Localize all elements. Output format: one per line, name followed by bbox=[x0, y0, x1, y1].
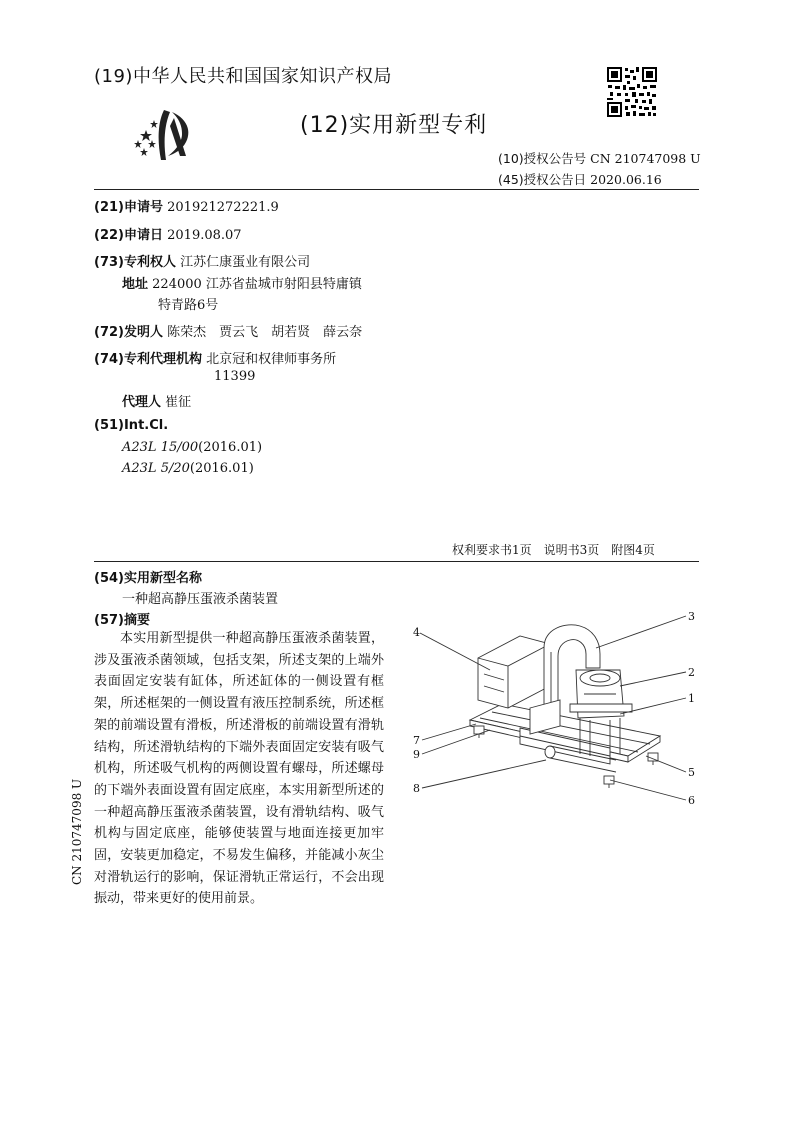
patentee bbox=[94, 251, 310, 270]
pub-date-label: (45)授权公告日 bbox=[498, 172, 587, 187]
callout-5: 5 bbox=[688, 766, 695, 779]
ipc1-version: (2016.01) bbox=[198, 440, 263, 455]
ipc-class-1 bbox=[122, 440, 262, 455]
patent-type: (12)实用新型专利 bbox=[300, 113, 488, 138]
ipc-class-2 bbox=[122, 461, 254, 476]
agency-code: 11399 bbox=[214, 369, 256, 384]
agency-value: 北京冠和权律师事务所 bbox=[206, 352, 337, 367]
patentee-label: (73)专利权人 bbox=[94, 255, 176, 270]
app-no-value: 201921272221.9 bbox=[167, 200, 279, 215]
address-label: 地址 bbox=[122, 277, 149, 292]
ipc2-version: (2016.01) bbox=[189, 461, 254, 476]
ipc2-code: A23L 5/20 bbox=[122, 461, 190, 476]
address bbox=[122, 273, 362, 292]
utility-model-title: 一种超高静压蛋液杀菌装置 bbox=[122, 592, 279, 607]
agent bbox=[122, 391, 191, 410]
abstract-label-text: (57)摘要 bbox=[94, 613, 150, 628]
abstract-label bbox=[94, 609, 150, 628]
callout-2: 2 bbox=[688, 666, 695, 679]
abstract-text: 本实用新型提供一种超高静压蛋液杀菌装置，涉及蛋液杀菌领域，包括支架，所述支架的上端外表面固定安装有缸体，所述缸体的一侧设置有框架，所述框架的一侧设置有液压控制系统，所述框架的前端设置有滑板，所述滑板的前端设置有滑轨结构，所述滑轨结构的下端外表面固定安装有吸气机构，所述吸气机构的两侧设置有螺母，所述螺母的下端外表面设置有固定底座，本实用新型所述的一种超高静压蛋液杀菌装置，设有滑轨结构、吸气机构与固定底座，能够使装置与地面连接更加牢固，安装更加稳定，不易发生偏移，并能减小灰尘对滑轨运行的影响，保证滑轨正常运行，不会出现振动，带来更好的使用前景。 bbox=[94, 631, 384, 907]
cnipa-logo bbox=[128, 106, 208, 164]
intcl-label bbox=[94, 418, 168, 433]
pub-no: CN 210747098 U bbox=[590, 151, 701, 166]
title-label-text: (54)实用新型名称 bbox=[94, 571, 202, 586]
intcl-label-text: (51)Int.Cl. bbox=[94, 418, 169, 433]
callout-1: 1 bbox=[688, 692, 695, 705]
app-date-value: 2019.08.07 bbox=[167, 228, 242, 243]
pub-date: 2020.06.16 bbox=[590, 172, 662, 187]
pages-info: 权利要求书1页 说明书3页 附图4页 bbox=[452, 543, 655, 557]
callout-6: 6 bbox=[688, 794, 695, 807]
pub-no-label: (10)授权公告号 bbox=[498, 151, 587, 166]
application-number bbox=[94, 196, 279, 215]
ipc1-code: A23L 15/00 bbox=[122, 440, 199, 455]
office-name: (19)中华人民共和国国家知识产权局 bbox=[94, 66, 392, 87]
callout-8: 8 bbox=[413, 782, 420, 795]
side-publication-code: CN 210747098 U bbox=[70, 778, 84, 885]
inventors-label: (72)发明人 bbox=[94, 325, 163, 340]
application-date bbox=[94, 224, 242, 243]
patentee-value: 江苏仁康蛋业有限公司 bbox=[180, 255, 311, 270]
agent-label: 代理人 bbox=[122, 395, 162, 410]
inventors bbox=[94, 321, 362, 340]
agency-label: (74)专利代理机构 bbox=[94, 352, 202, 367]
callout-4: 4 bbox=[413, 626, 420, 639]
callout-3: 3 bbox=[688, 610, 695, 623]
publication-date-line bbox=[498, 170, 662, 188]
app-no-label: (21)申请号 bbox=[94, 200, 163, 215]
device-drawing bbox=[410, 608, 710, 813]
app-date-label: (22)申请日 bbox=[94, 228, 163, 243]
agency bbox=[94, 348, 336, 367]
title-label bbox=[94, 567, 202, 586]
address-line2: 特青路6号 bbox=[158, 298, 219, 313]
agent-value: 崔征 bbox=[165, 395, 192, 410]
header-rule bbox=[94, 189, 699, 190]
section-rule bbox=[94, 561, 699, 562]
callout-7: 7 bbox=[413, 734, 420, 747]
qr-code bbox=[606, 66, 658, 118]
publication-number-line bbox=[498, 149, 701, 167]
inventors-value: 陈荣杰 贾云飞 胡若贤 薛云奈 bbox=[167, 325, 363, 340]
address-line1: 224000 江苏省盐城市射阳县特庸镇 bbox=[152, 277, 362, 292]
callout-9: 9 bbox=[413, 748, 420, 761]
